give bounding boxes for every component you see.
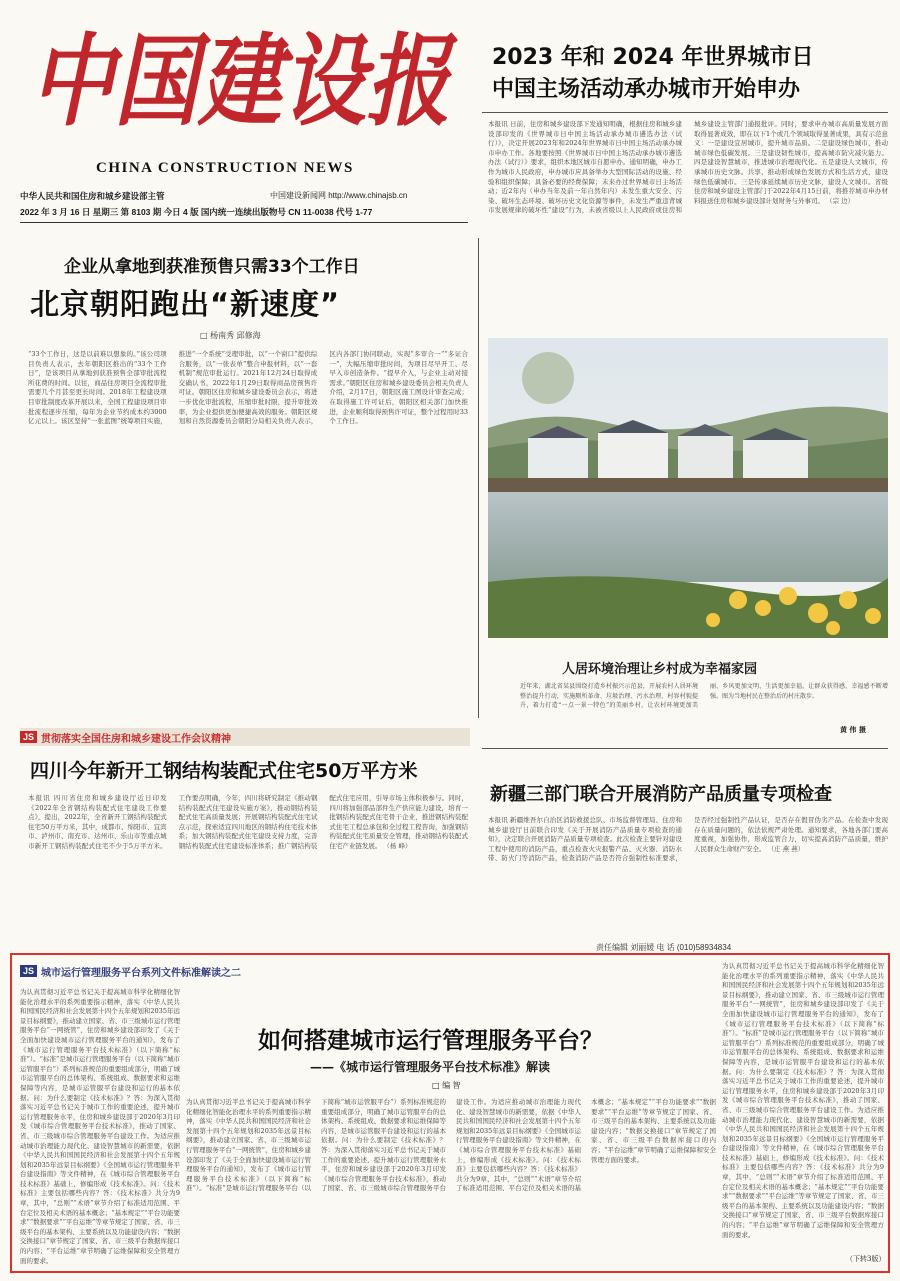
logo-text: 中国建设报 [30,22,459,140]
sichuan-kicker-text: 贯彻落实全国住房和城乡建设工作会议精神 [41,733,232,745]
org-line: 中华人民共和国住房和城乡建设部主管 [20,191,165,201]
website-line: 中国建设新闻网 http://www.chinajsb.cn [270,191,408,200]
sichuan-title: 四川今年新开工钢结构装配式住宅50万平方米 [30,760,418,782]
divider [482,112,888,113]
photo-credit: 黄 伟 摄 [840,725,866,734]
editor-line: 责任编辑 刘丽媛 电 话 (010)58934834 [596,943,732,952]
chaoyang-byline: □ 杨南秀 邱修海 [200,331,261,340]
village-photo [488,338,888,638]
world-cities-body [488,120,888,330]
js-logo-icon: JS [20,965,37,977]
world-cities-text: 本报讯 日前，住房和城乡建设部下发通知明确，根据住房和城乡建设部印发的《世界城市日中国主场活动承办城市遴选办法（试行）》，决定开展2023年和2024年世界城市日中国主场活动承办城市申办工作。各地要按照《世界城市日中国主场活动承办城市遴选办法（试行）》要求，组织本地区城市自愿申办。通知明确，申办工作为城市人民政府，申办城市应具备举办大型国际活动的设施、经验和组织保障；具备必要的经费保障；未来办过世界城市日主场活动；近2年内（申办当年及前一年自然年内）未发生重大安全、污染、破坏生态环境、破坏历史文化资源等事件，未发生严重违背城市发展规律的破坏性“建设”行为，未被省级以上人民政府或住房和城乡建设主管部门通报批评。同时，要求申办城市高质量发展方面取得显著成效，即在以下1个或几个领域取得显著成果，具有示范意义：一是建设宜居城市，提升城市品质。二是建设绿色城市，推动城市绿色低碳发展。三是建设韧性城市，提高城市防灾减灾能力。四是建设智慧城市，推进城市治理现代化。五是建设人文城市，传承城市历史文脉。共享、推动形成绿色发展方式和生活方式，建设绿色低碳城市。三是传承延续城市历史文脉，建设人文城市。省级住房和城乡建设主管部门于2022年4月15日前，将推荐城市申办材料报送住房和城乡建设部计划财务与外事司。 [488,120,888,215]
english-title: CHINA CONSTRUCTION NEWS [96,160,354,176]
photo-caption: 人居环境治理让乡村成为幸福家园 [562,662,758,677]
world-cities-source: （宗 边） [826,196,855,205]
city-ops-body-main: 为认真贯彻习近平总书记关于提高城市科学化精细化智能化治理水平的系列重要指示精神，落实《中华人民共和国国民经济和社会发展第十四个五年规划和2035年远景目标纲要》，推动建立国家、省、市三级城市运行管理服务平台“一网统管”，住房和城乡建设部印发了《关于全面加快建设城市运行管理服务平台的通知》，发布了《城市运行管理服务平台技术标准》（以下简称“标准”）。“标准”是城市运行管理服务平台（以下简称“城市运管服平台”）系列标准规范的重要组成部分，明确了城市运管服平台的总体架构、系统组成、数据要求和运维保障等内容，是城市运管服平台建设和运行的基本依据。问：为什么要制定《技术标准》？答：为深入贯彻落实习近平总书记关于城市工作的重要论述，提升城市运行管理服务水平，住房和城乡建设部于2020年3月印发《城市综合管理服务平台技术标准》，推动了国家、省、市三级城市综合管理服务平台建设工作。为适应推动城市治理能力现代化、建设智慧城市的新需要，依据《中华人民共和国国民经济和社会发展第十四个五年规划和2035年远景目标纲要》《全国城市运行管理服务平台建设指南》等文件精神，在《城市综合管理服务平台技术标准》基础上，修编形成《技术标准》。问：《技术标准》主要包括哪些内容？答：《技术标准》共分为9章，其中，“总则”“术语”章节介绍了标准适用范围、平台定位及相关术语的基本概念；“基本规定”“平台功能要求”“数据要求”“平台运维”等章节规定了国家、省、市三级平台的基本架构、主要系统以及功能建设内容；“数据交换接口”章节规定了国家、省、市三级平台数据库接口的内容；“平台运维”章节明确了运维保障和安全管理方面的要求。 [186,1098,716,1193]
world-cities-title-1: 2023 年和 2024 年世界城市日 [492,45,814,70]
masthead-logo [20,8,460,138]
sichuan-kicker [20,728,470,746]
xinjiang-source: （庄 燕 燕） [767,844,805,853]
city-ops-byline-text: 编 智 [442,1081,461,1090]
js-logo-icon: JS [20,731,37,743]
city-ops-series-text: 城市运行管理服务平台系列文件标准解读之二 [41,967,242,979]
sichuan-text: 本报讯 四川省住房和城乡建设厅近日印发《2022年全省钢结构装配式住宅建设工作要点》，提出，2022年，全省新开工钢结构装配式住宅50万平方米，其中，成都市、绵阳市、宜宾市、泸州市、南充市、达州市、乐山市等重点城市新开工钢结构装配式住宅不少于5万平方米。工作要点明确，今年，四川将研究制定《推动钢结构装配式住宅建设实施方案》，推动钢结构装配式住宅高质量发展；开展钢结构装配式住宅试点示范，探索适宜四川地区的钢结构住宅技术体系；加大钢结构装配式住宅建设支持力度，完善钢结构装配式住宅建设标准体系；推广钢结构装配式住宅应用，引导市场主体积极参与。同时，四川将加强部品部件生产供应能力建设，培育一批钢结构装配式住宅骨干企业，推进钢结构装配式住宅工程总承包和全过程工程咨询，加强钢结构装配式住宅质量安全管理，推动钢结构装配式住宅产业链发展。 [28,794,468,850]
city-ops-title: 如何搭建城市运行管理服务平台？ [258,1028,603,1054]
divider [482,748,888,749]
sichuan-body [28,794,468,944]
xinjiang-body [488,816,888,934]
dateline: 2022 年 3 月 16 日 星期三 第 8103 期 今日 4 版 国内统一连续出版物号 CN 11-0038 代号 1-77 [20,206,468,223]
xinjiang-title: 新疆三部门联合开展消防产品质量专项检查 [490,784,832,805]
chaoyang-body: “33个工作日，这是以前难以想象的。”该公司项目负责人表示，去年朝阳区推出的“33个工作日”，是该项目从拿地到获准预售全部审批流程所花费的时间。以往，商品住房项目全流程审批需要几个月甚至更长时间。2018年工程建设项目审批制度改革开展以来，全国工程建设项目审批流程逐步压缩，每年为企业节约成本约3000亿元以上。该区坚持“一张蓝图”统筹项目实施，推进“一个系统”受理审批，以“一个窗口”提供综合服务，以“一张表单”整合申报材料，以“一套机制”规范审批运行。2021年12月24日取得成交确认书，2022年1月29日取得商品房预售许可证。朝阳区住房和城乡建设委员会表示，将进一步优化审批流程，压缩审批时限，提升审批效率，为企业提供更加便捷高效的服务。朝阳区规划和自然资源委员会朝阳分局相关负责人表示，区内各部门协同联动，实现“多审合一”“多证合一”，大幅压缩审批时间，为项目尽早开工、尽早入市创造条件。“提早介入，与企业主动对接需求。”朝阳区住房和城乡建设委员会相关负责人介绍，2月17日，朝阳区施工图设计审查完成；在取得施工许可证后，朝阳区相关部门加快推进，企业顺利取得预售许可证，整个过程用时33个工作日。 [28,350,468,426]
chaoyang-byline-text: 杨南秀 邱修海 [210,331,261,340]
continued-note: （下转3版） [846,1255,886,1263]
masthead-logo-calligraphy [20,8,460,138]
city-ops-body-left: 为认真贯彻习近平总书记关于提高城市科学化精细化智能化治理水平的系列重要指示精神，落实《中华人民共和国国民经济和社会发展第十四个五年规划和2035年远景目标纲要》，推动建立国家、省、市三级城市运行管理服务平台“一网统管”，住房和城乡建设部印发了《关于全面加快建设城市运行管理服务平台的通知》，发布了《城市运行管理服务平台技术标准》（以下简称“标准”）。“标准”是城市运行管理服务平台（以下简称“城市运管服平台”）系列标准规范的重要组成部分，明确了城市运管服平台的总体架构、系统组成、数据要求和运维保障等内容，是城市运管服平台建设和运行的基本依据。问：为什么要制定《技术标准》？答：为深入贯彻落实习近平总书记关于城市工作的重要论述，提升城市运行管理服务水平，住房和城乡建设部于2020年3月印发《城市综合管理服务平台技术标准》，推动了国家、省、市三级城市综合管理服务平台建设工作。为适应推动城市治理能力现代化、建设智慧城市的新需要，依据《中华人民共和国国民经济和社会发展第十四个五年规划和2035年远景目标纲要》《全国城市运行管理服务平台建设指南》等文件精神，在《城市综合管理服务平台技术标准》基础上，修编形成《技术标准》。问：《技术标准》主要包括哪些内容？答：《技术标准》共分为9章，其中，“总则”“术语”章节介绍了标准适用范围、平台定位及相关术语的基本概念；“基本规定”“平台功能要求”“数据要求”“平台运维”等章节规定了国家、省、市三级平台的基本架构、主要系统以及功能建设内容；“数据交换接口”章节规定了国家、省、市三级平台数据库接口的内容；“平台运维”章节明确了运维保障和安全管理方面的要求。 [20,988,180,1265]
sichuan-source: （杨 峰） [383,841,412,850]
world-cities-title-2: 中国主场活动承办城市开始申办 [492,77,801,102]
xinjiang-text: 本报讯 新疆维吾尔自治区消防救援总队、市场监督管理局、住房和城乡建设厅日前联合印发《关于开展消防产品质量专项检查的通知》，决定联合开展消防产品质量专项检查。此次检查主要针对建设工程中使用的消防产品，重点检查火灾报警产品、灭火器、消防水带、防火门等消防产品，检查消防产品是否符合强制性标准要求，是否经过强制性产品认证，是否存在假冒伪劣产品。在检查中发现存在质量问题的，依法依规严肃处理。通知要求，各地各部门要高度重视，加强协作，形成监管合力，切实提高消防产品质量，维护人民群众生命财产安全。 [488,816,888,863]
village-photo-image [488,338,888,638]
photo-description: 近年来，湖北省某县围绕打造乡村振兴示范县，开展农村人居环境整治提升行动，实施厕所革命、垃圾治理、污水治理、村容村貌提升，着力打造“一点一景一特色”的美丽乡村，让农村环境更加美丽、乡风更加文明、生活更加幸福，让群众获得感、幸福感不断增强。图为当地村民在整治后的村庄散步。 [520,683,888,710]
city-ops-byline: □ 编 智 [432,1081,461,1090]
chaoyang-title: 北京朝阳跑出“新速度” [30,287,341,321]
city-ops-subtitle: ——《城市运行管理服务平台技术标准》解读 [310,1060,551,1074]
city-ops-body-right: 为认真贯彻习近平总书记关于提高城市科学化精细化智能化治理水平的系列重要指示精神，落实《中华人民共和国国民经济和社会发展第十四个五年规划和2035年远景目标纲要》，推动建立国家、省、市三级城市运行管理服务平台“一网统管”，住房和城乡建设部印发了《关于全面加快建设城市运行管理服务平台的通知》，发布了《城市运行管理服务平台技术标准》（以下简称“标准”）。“标准”是城市运行管理服务平台（以下简称“城市运管服平台”）系列标准规范的重要组成部分，明确了城市运管服平台的总体架构、系统组成、数据要求和运维保障等内容，是城市运管服平台建设和运行的基本依据。问：为什么要制定《技术标准》？答：为深入贯彻落实习近平总书记关于城市工作的重要论述，提升城市运行管理服务水平，住房和城乡建设部于2020年3月印发《城市综合管理服务平台技术标准》，推动了国家、省、市三级城市综合管理服务平台建设工作。为适应推动城市治理能力现代化、建设智慧城市的新需要，依据《中华人民共和国国民经济和社会发展第十四个五年规划和2035年远景目标纲要》《全国城市运行管理服务平台建设指南》等文件精神，在《城市综合管理服务平台技术标准》基础上，修编形成《技术标准》。问：《技术标准》主要包括哪些内容？答：《技术标准》共分为9章，其中，“总则”“术语”章节介绍了标准适用范围、平台定位及相关术语的基本概念；“基本规定”“平台功能要求”“数据要求”“平台运维”等章节规定了国家、省、市三级平台的基本架构、主要系统以及功能建设内容；“数据交换接口”章节规定了国家、省、市三级平台数据库接口的内容；“平台运维”章节明确了运维保障和安全管理方面的要求。 [722,962,884,1239]
column-divider [478,238,479,718]
chaoyang-subtitle: 企业从拿地到获准预售只需33个工作日 [64,257,360,277]
city-ops-series-bar [20,962,241,980]
